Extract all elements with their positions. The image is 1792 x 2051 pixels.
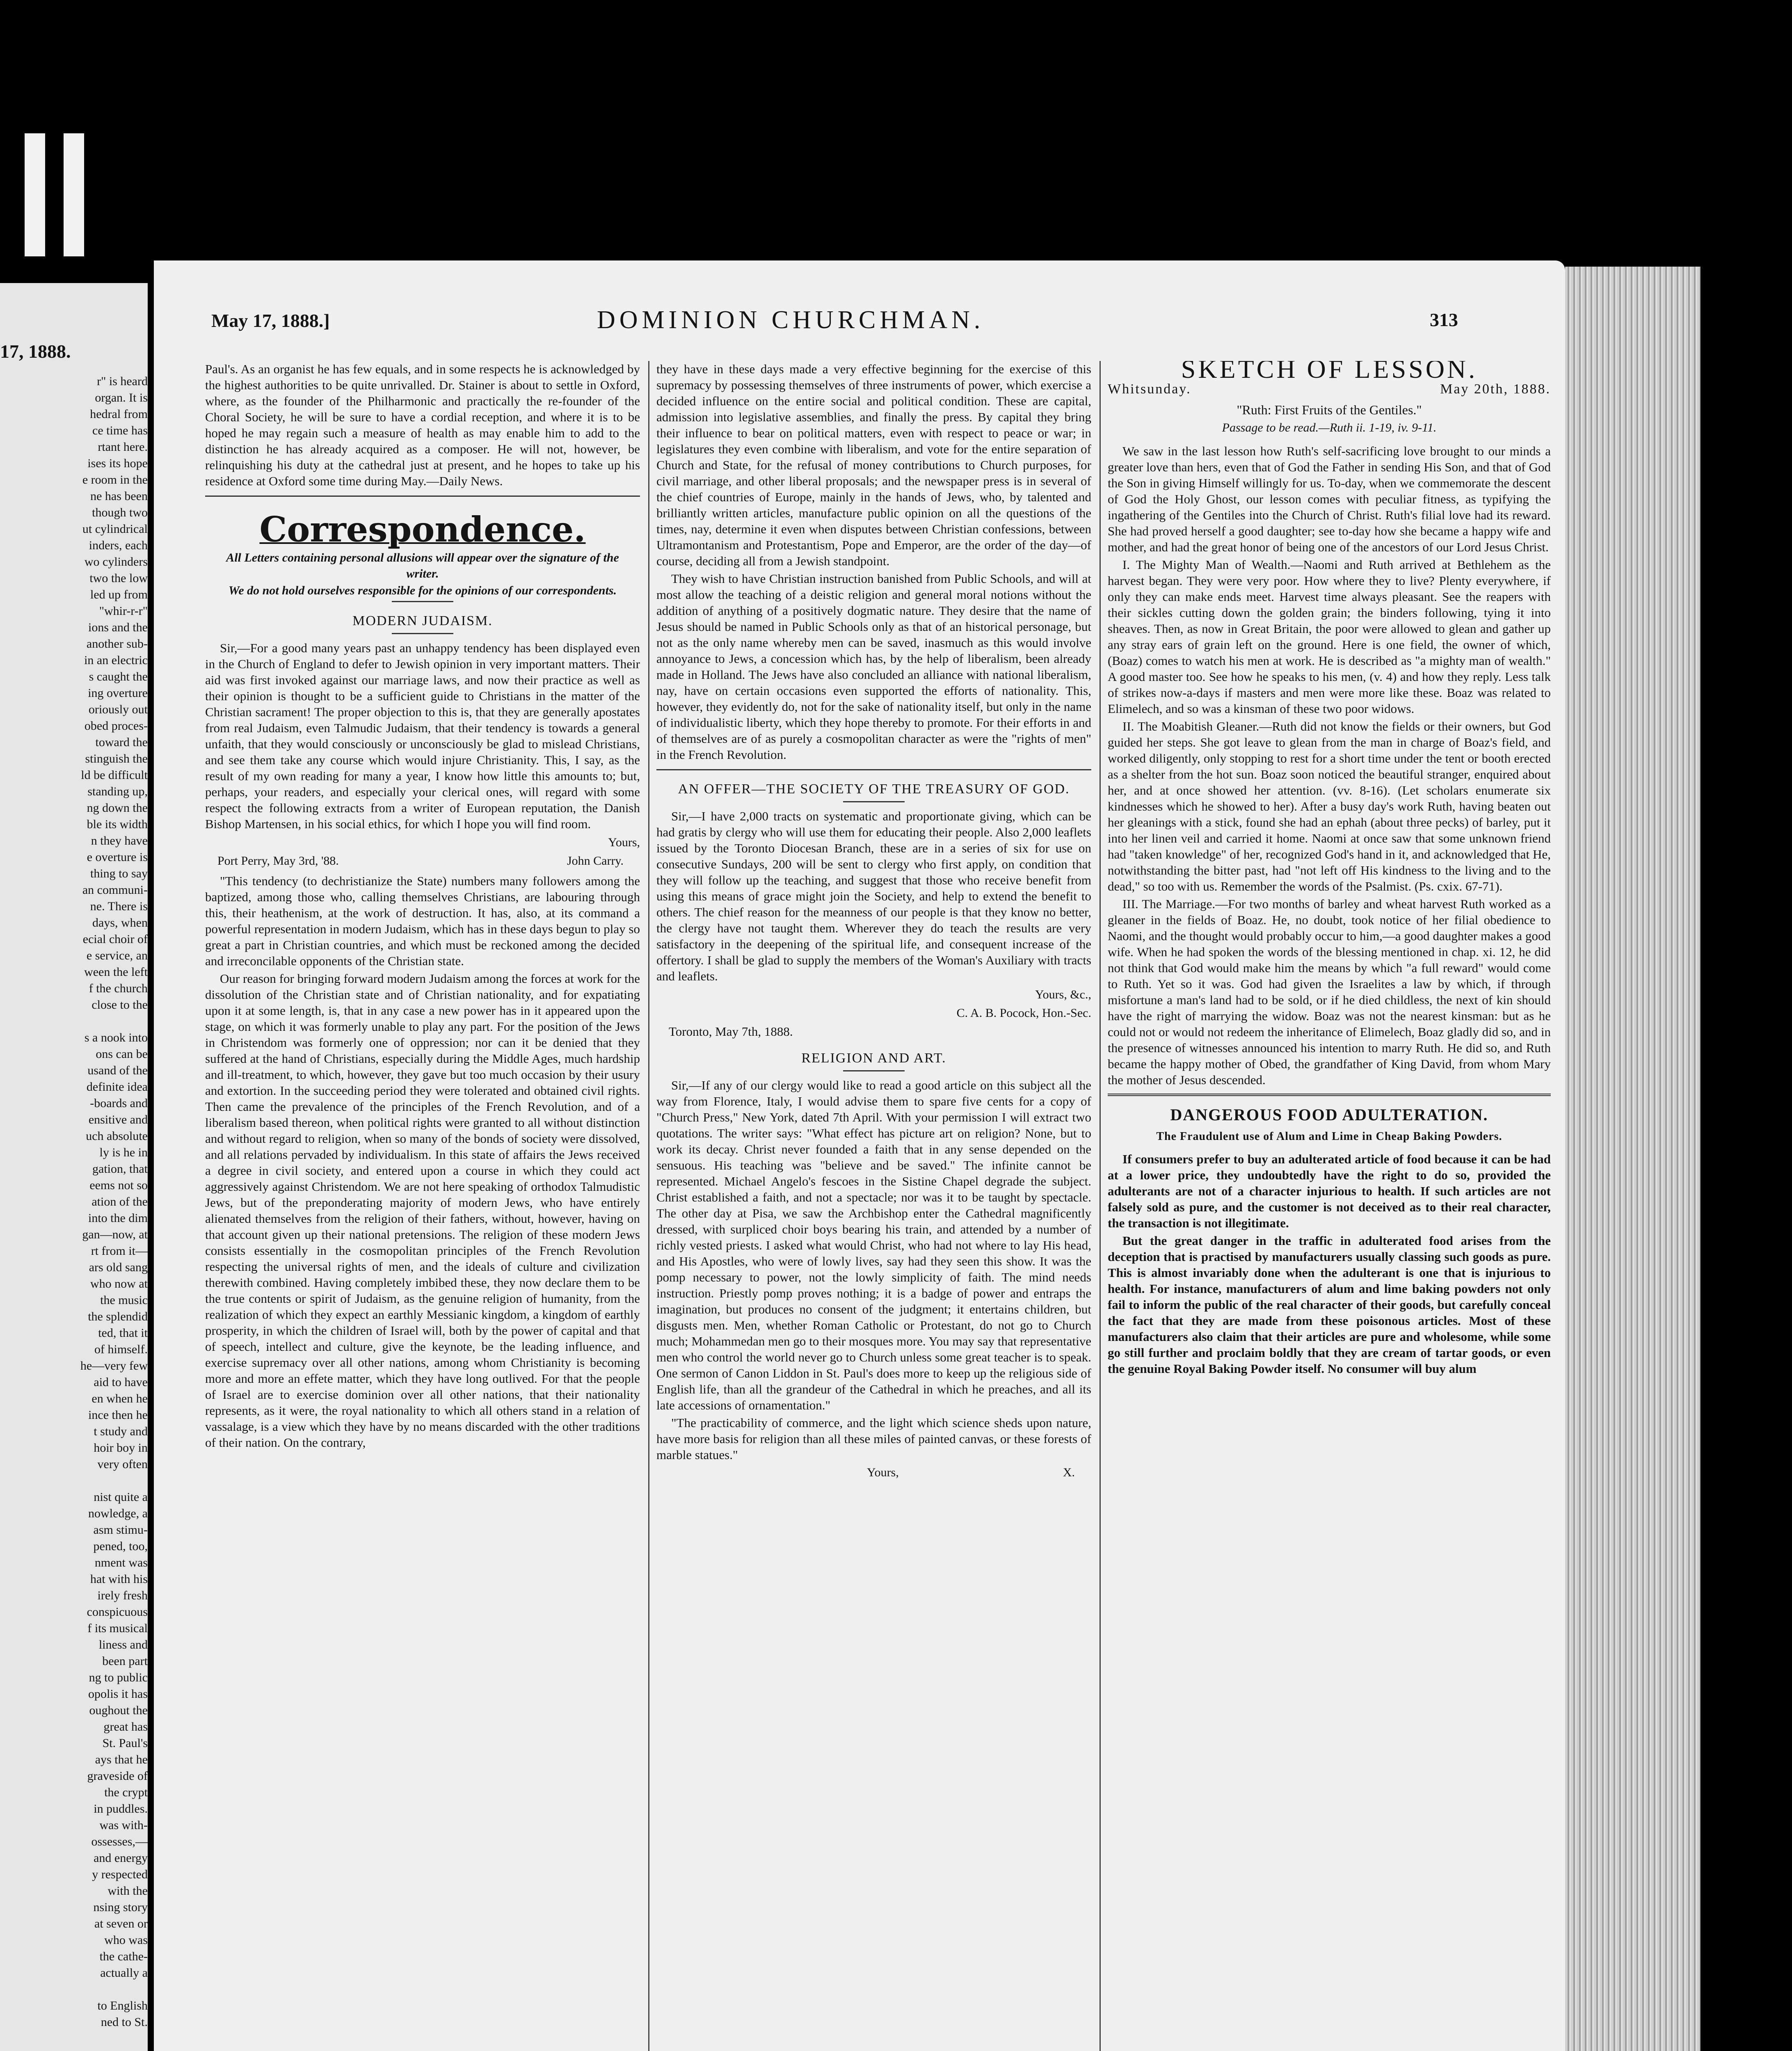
quote-paragraph: they have in these days made a very effective beginning for the exercise of this supremacy by possessing themselves of three instruments of power, which exercise a decided influence on the entire social and political condition. These are capital, admission into legislative assemblies, and finally the press. By capital they bring their influence to bear on political matters, even with respect to peace or war; in legislatures they even combine with liberalism, and vote for the entire separation of Church and State, for the refusal of money contributions to Church purposes, for civil marriage, and other liberal proposals; and the newspaper press is in several of the chief countries of Europe, mainly in the hands of Jews, who, by talented and brilliantly written articles, manufacture public opinion on all the questions of the times, nay, determine it even when disputes between Christian confessions, between Ultramontanism and Protestantism, Pope and Emperor, are the order of the day—of course, deciding all from a Jewish standpoint.	[656, 362, 1091, 568]
article-paragraph: But the great danger in the traffic in adulterated food arises from the deception that is practised by manufacturers usually classing such goods as pure. This is almost invariably done when the adulterant is one that is injurious to health. For instance, manufacturers of alum and lime baking powders not only fail to inform the public of the real character of their goods, but carefully conceal the fact that they are made from these poisonous articles. Most of these manufacturers also claim that their articles are pure and wholesome, while some go still further and proclaim boldly that they are cream of tartar goods, or even the genuine Royal Baking Powder itself. No consumer will buy alum	[1108, 1233, 1551, 1376]
newspaper-page	[154, 260, 1565, 2051]
lesson-passage: Passage to be read.—Ruth ii. 1-19, iv. 9-11.	[1222, 421, 1437, 434]
divider	[205, 496, 640, 497]
lesson-paragraph: II. The Moabitish Gleaner.—Ruth did not know the fields or their owners, but God guided her steps. She got leave to glean from the man in charge of Boaz's field, and worked diligently, only stopping to rest for a short time under the tent or booth erected as a shelter from the hot sun. Boaz soon noticed the beautiful stranger, enquired about her, and at once showed her attention. (vv. 8-16). (Let scholars enumerate six kindnesses which he showed to her). After a busy day's work Ruth, having beaten out her gleanings with a stick, found she had an ephah (about three pecks) of barley, put it into her linen veil and carried it home. Naomi at once saw that some unknown friend had "taken knowledge" of her, recognized God's hand in it, and acknowledged that He, notwithstanding the bitter past, had "not left off His kindness to the living and to the dead," so too with us. Remember the words of the Psalmist. (Ps. cxix. 67-71).	[1108, 719, 1551, 893]
left-page	[0, 283, 148, 2051]
newspaper-title: DOMINION CHURCHMAN.	[597, 306, 985, 334]
section-title: AN OFFER—THE SOCIETY OF THE TREASURY OF GOD.	[678, 781, 1070, 797]
letter-closing: Yours,	[608, 836, 640, 849]
correspondence-notice: We do not hold ourselves responsible for the opinions of our correspondents.	[228, 584, 617, 597]
section-title: MODERN JUDAISM.	[352, 613, 493, 628]
letter-paragraph: Sir,—For a good many years past an unhappy tendency has been displayed even in the Church of England to defer to Jewish opinion in very important matters. Their aid was first invoked against our marriage laws, and now their practice as well as their opinion is thought to be a sufficient guide to Christians in the matter of the Christian sacrament! The proper objection to this is, that they are generally apostates from real Judaism, even Talmudic Judaism, that their tendency is towards a general unfaith, that they would consciously or unconsciously be glad to mislead Christians, and see them take any course which would injure Christianity. This, I say, as the result of my own reading for many a year, I know how little this amounts to; but, perhaps, your readers, and especially your clerical ones, will regard with some respect the following extracts from a writer of European reputation, the Danish Bishop Martensen, in his social ethics, for which I hope you will find room.	[205, 641, 640, 831]
letter-place: Toronto, May 7th, 1888.	[669, 1024, 793, 1039]
section-title: RELIGION AND ART.	[801, 1051, 946, 1066]
correspondence-title: Correspondence.	[259, 509, 586, 550]
letter-author: C. A. B. Pocock, Hon.-Sec.	[956, 1006, 1091, 1020]
page-number: 313	[1430, 309, 1458, 330]
lesson-paragraph: I. The Mighty Man of Wealth.—Naomi and Ruth arrived at Bethlehem as the harvest began. They were very poor. How where they to live? Plenty everywhere, if only they can make ends meet. Harvest time always pleasant. See the reapers with their sickles cutting down the golden grain; the binders following, tying it into sheaves. Then, as now in Great Britain, the poor were allowed to glean and gather up any stray ears of grain left on the ground. Here is one field, the owner of which, (Boaz) comes to watch his men at work. He is described as "a mighty man of wealth." A good master too. See how he speaks to his men, (v. 4) and how they reply. Less talk of strikes now-a-days if masters and men were more like these. Boaz was related to Elimelech, and so was a kinsman of these two poor widows.	[1108, 557, 1551, 716]
page-header	[154, 260, 1565, 347]
letter-signature-line	[217, 853, 624, 869]
letter-paragraph: "The practicability of commerce, and the light which science sheds upon nature, have more basis for religion than all these miles of painted canvas, or these forests of marble statues."	[656, 1416, 1091, 1462]
divider	[656, 769, 1091, 770]
divider	[843, 1070, 905, 1071]
film-mark	[25, 133, 45, 256]
section-title: SKETCH OF LESSON.	[1181, 361, 1478, 384]
lesson-day: Whitsunday.	[1108, 381, 1191, 397]
correspondence-notice: All Letters containing personal allusions will appear over the signature of the writer.	[226, 551, 619, 580]
letter-paragraph: Sir,—If any of our clergy would like to read a good article on this subject all the way from Florence, Italy, I would advise them to spare five cents for a copy of "Church Press," New York, dated 7th April. With your permission I will extract two quotations. The writer says: "What effect has picture art on religion? None, but to work its decay. Christ never founded a faith that in any sense depended on the sensuous. His teaching was "believe and be saved." The infinite cannot be represented. Michael Angelo's fescoes in the Sistine Chapel degrade the subject. Christ established a faith, and not a spectacle; nor was it to be taught by spectacle. The other day at Pisa, we saw the Archbishop enter the Cathedral magnificently dressed, with surpliced choir boys bearing his train, and attended by a number of richly vested priests. I asked what would Christ, who had not where to lay His head, and His Apostles, who were of lowly lives, say had they seen this show. It was the pomp necessary to power, not the lowly simplicity of faith. The mind needs instruction. Priestly pomp proves nothing; it is a badge of power and entraps the imagination, but produces no consent of the judgment; it entertains children, but disgusts men. Men, whether Roman Catholic or Protestant, do not go to Church much; Mohammedan men go to their mosques more. You may say that representative men who control the world never go to Church unless some great teacher is to speak. One sermon of Canon Liddon in St. Paul's does more to keep up the religious side of English life, than all the grandeur of the Cathedral in which he preaches, and all its late accessions of ornamentation."	[656, 1078, 1091, 1412]
letter-closing: Yours, &c.,	[1035, 988, 1091, 1001]
divider	[843, 801, 905, 802]
issue-date: May 17, 1888.]	[211, 310, 330, 331]
letter-place: Port Perry, May 3rd, '88.	[217, 854, 339, 868]
article-paragraph: If consumers prefer to buy an adulterated article of food because it can be had at a lower price, they undoubtedly have the right to do so, provided the adulterants are not of a character injurious to health. If such articles are not falsely sold as pure, and the customer is not deceived as to their real character, the transaction is not illegitimate.	[1108, 1152, 1551, 1230]
lesson-date: May 20th, 1888.	[1440, 381, 1551, 397]
left-page-text: r" is heard organ. It is hedral from ce time has rtant here. ises its hope e room in the ne has been though two ut cylindrical inders, each wo cylinders two the low led up from "whir-r-r" ions and the another sub- in an electric s caught the ing overture oriously out obed proces- toward the stinguish the ld be difficult standing up, ng down the ble its width n they have e overture is thing to say an communi- ne. There is days, when ecial choir of e service, an ween the left f the church close to the s a nook into ons can be usand of the definite idea -boards and ensitive and uch absolute ly is he in gation, that eems not so ation of the into the dim gan—now, at rt from it— ars old sang who now at the music the splendid ted, that it of himself. he—very few aid to have en when he ince then he t study and hoir boy in very often nist quite a nowledge, a asm stimu- pened, too, nment was hat with his irely fresh conspicuous f its musical liness and been part ng to public opolis it has oughout the great has St. Paul's ays that he graveside of the crypt in puddles. was with- ossesses,— and energy y respected with the nsing story at seven or who was the cathe- actually a to English ned to St.	[80, 375, 148, 2029]
lesson-subtitle: "Ruth: First Fruits of the Gentiles."	[1237, 402, 1422, 417]
intro-paragraph: Paul's. As an organist he has few equals, and in some respects he is acknowledged by the highest authorities to be quite unrivalled. Dr. Stainer is about to settle in Oxford, where, as the founder of the Philharmonic and practically the re-founder of the Choral Society, he will be sure to have a cordial reception, and where it is to be hoped he may regain such a measure of health as may enable him to add to the distinction he has already acquired as a composer. He will not, however, be relinquishing his duty at the cathedral just at present, and he hopes to take up his residence at Oxford some time during May.—Daily News.	[205, 362, 640, 488]
lesson-paragraph: III. The Marriage.—For two months of barley and wheat harvest Ruth worked as a gleaner in the fields of Boaz. He, no doubt, took notice of her filial obedience to Naomi, and the thought would probably occur to him,—a good daughter makes a good wife. When he had spoken the words of the blessing mentioned in chap. xi. 12, he did not think that God would make him the means by which "a full reward" would come to Ruth. Yet so it was. God had given the Israelites a law by which, if through misfortune a man's land had to be sold, or if he died childless, the next of kin should have the right of marrying the widow. Boaz was not the nearest kinsman: but as he could not or would not redeem the inheritance of Elimelech, Boaz gladly did so, and in the presence of witnesses announced his intention to marry Ruth. He did so, and Ruth became the happy mother of Obed, the grandfather of King David, from whom Mary the mother of Jesus descended.	[1108, 897, 1551, 1087]
left-page-header: 17, 1888.	[0, 341, 71, 362]
column-3	[1108, 361, 1551, 2051]
page-edges	[1565, 267, 1701, 2051]
column-rule	[648, 361, 649, 2051]
quote-paragraph: Our reason for bringing forward modern Judaism among the forces at work for the dissolution of the Christian state and of Christian nationality, and for expatiating upon it at some length, is, that in any case a new power has in it appeared upon the stage, on which it was formerly unable to play any part. For the position of the Jews in Christendom was formerly one of oppression; nor can it be denied that they suffered at the hand of Christians, especially during the Middle Ages, much hardship and ill-treatment, to which, however, they gave but too much occasion by their usury and extortion. In the succeeding period they were tolerated and obtained civil rights. Then came the prevalence of the principles of the French Revolution, and of a liberalism based thereon, when political rights were granted to all without distinction and without regard to religion, when so many of the bonds of society were dissolved, and all relations pervaded by individualism. In this state of affairs the Jews received a degree in civil society, and entered upon a course in which they could act aggressively against Christendom. We are not here speaking of orthodox Talmudistic Jews, but of the preponderating majority of modern Jews, who have entirely alienated themselves from the religion of their fathers, without, however, having on that account given up their national pretensions. The religion of these modern Jews consists essentially in the cosmopolitan principles of the French Revolution respecting the universal rights of men, and the ideals of culture and civilization therewith combined. Having completely imbibed these, they now declare them to be the true contents or spirit of Judaism, as the genuine religion of humanity, from the realization of which they expect an earthly Messianic kingdom, a kingdom of earthly prosperity, in which the children of Israel will, both by the power of capital and that of speech, intellect and culture, give the keynote, be the leading influence, and exercise supremacy over all other nations, among whom Christianity is becoming more and more an effete matter, which they have long outlived. For that the people of Israel are to exercise dominion over all other nations, that their nationality represents, as it were, the royal nationality to which all others stand in a relation of vassalage, is a view which they have by no means discarded with the other traditions of their nation. On the contrary,	[205, 971, 640, 1450]
column-1	[205, 361, 640, 2051]
quote-paragraph: "This tendency (to dechristianize the State) numbers many followers among the baptized, among those who, calling themselves Christians, are labouring through this, their heathenism, at the work of destruction. It has, also, at its command a powerful representation in modern Judaism, which has in these days begun to play so great a part in Christian countries, and which must be reckoned among the decided and irreconcilable opponents of the Christian state.	[205, 874, 640, 968]
letter-signature-line	[656, 1464, 1075, 1480]
quote-paragraph: They wish to have Christian instruction banished from Public Schools, and will at most allow the teaching of a deistic religion and general moral notions without the addition of anything of a positively dogmatic nature. They desire that the name of Jesus should be named in Public Schools only as that of an historical personage, but not as the only name whereby men can be saved, inasmuch as this would involve annoyance to Jews, a concession which has, by the help of liberalism, been already made in Holland. The Jews have also concluded an alliance with national liberalism, nay, have on certain occasions even supported the efforts of nationality. This, however, they evidently do, not for the sake of nationality itself, but only in the name of individualistic liberty, which they hope thereby to promote. For their efforts in and of themselves are of as purely a cosmopolitan character as were the "rights of men" in the French Revolution.	[656, 571, 1091, 762]
letter-author: X.	[1063, 1466, 1075, 1479]
lesson-paragraph: We saw in the last lesson how Ruth's self-sacrificing love brought to our minds a greater love than hers, even that of God the Father in sending His Son, and that of God the Son in giving Himself willingly for us. To-day, when we commemorate the descent of God the Holy Ghost, our lesson comes with peculiar fitness, as typifying the ingathering of the Gentiles into the Church of Christ. Ruth's filial love had its reward. She had proved herself a good daughter; see to-day how she became a happy wife and mother, and had the great honor of being one of the ancestors of our Lord Jesus Christ.	[1108, 444, 1551, 554]
section-subtitle: The Fraudulent use of Alum and Lime in Cheap Baking Powders.	[1156, 1130, 1502, 1143]
section-title: DANGEROUS FOOD ADULTERATION.	[1108, 1094, 1551, 1123]
column-rule	[1099, 361, 1101, 2051]
film-mark	[64, 133, 84, 256]
letter-paragraph: Sir,—I have 2,000 tracts on systematic and proportionate giving, which can be had gratis by clergy who will use them for educating their people. Also 2,000 leaflets issued by the Toronto Diocesan Branch, these are in a series of six for use on consecutive Sundays, 200 will be sent to clergy who first apply, on condition that they will follow up the teaching, and suggest that those who receive benefit from using this means of grace might join the Society, and help to extend the benefit to others. The chief reason for the meanness of our people is that they know no better, the clergy have not taught them. Wherever they do teach the results are very satisfactory in the deepening of the spiritual life, and consequent increase of the offertory. I shall be glad to supply the members of the Woman's Auxiliary with tracts and leaflets.	[656, 809, 1091, 983]
letter-author: John Carry.	[567, 854, 624, 868]
column-2	[656, 361, 1091, 2051]
divider	[392, 633, 453, 634]
divider	[392, 601, 453, 602]
letter-closing: Yours,	[867, 1466, 899, 1479]
